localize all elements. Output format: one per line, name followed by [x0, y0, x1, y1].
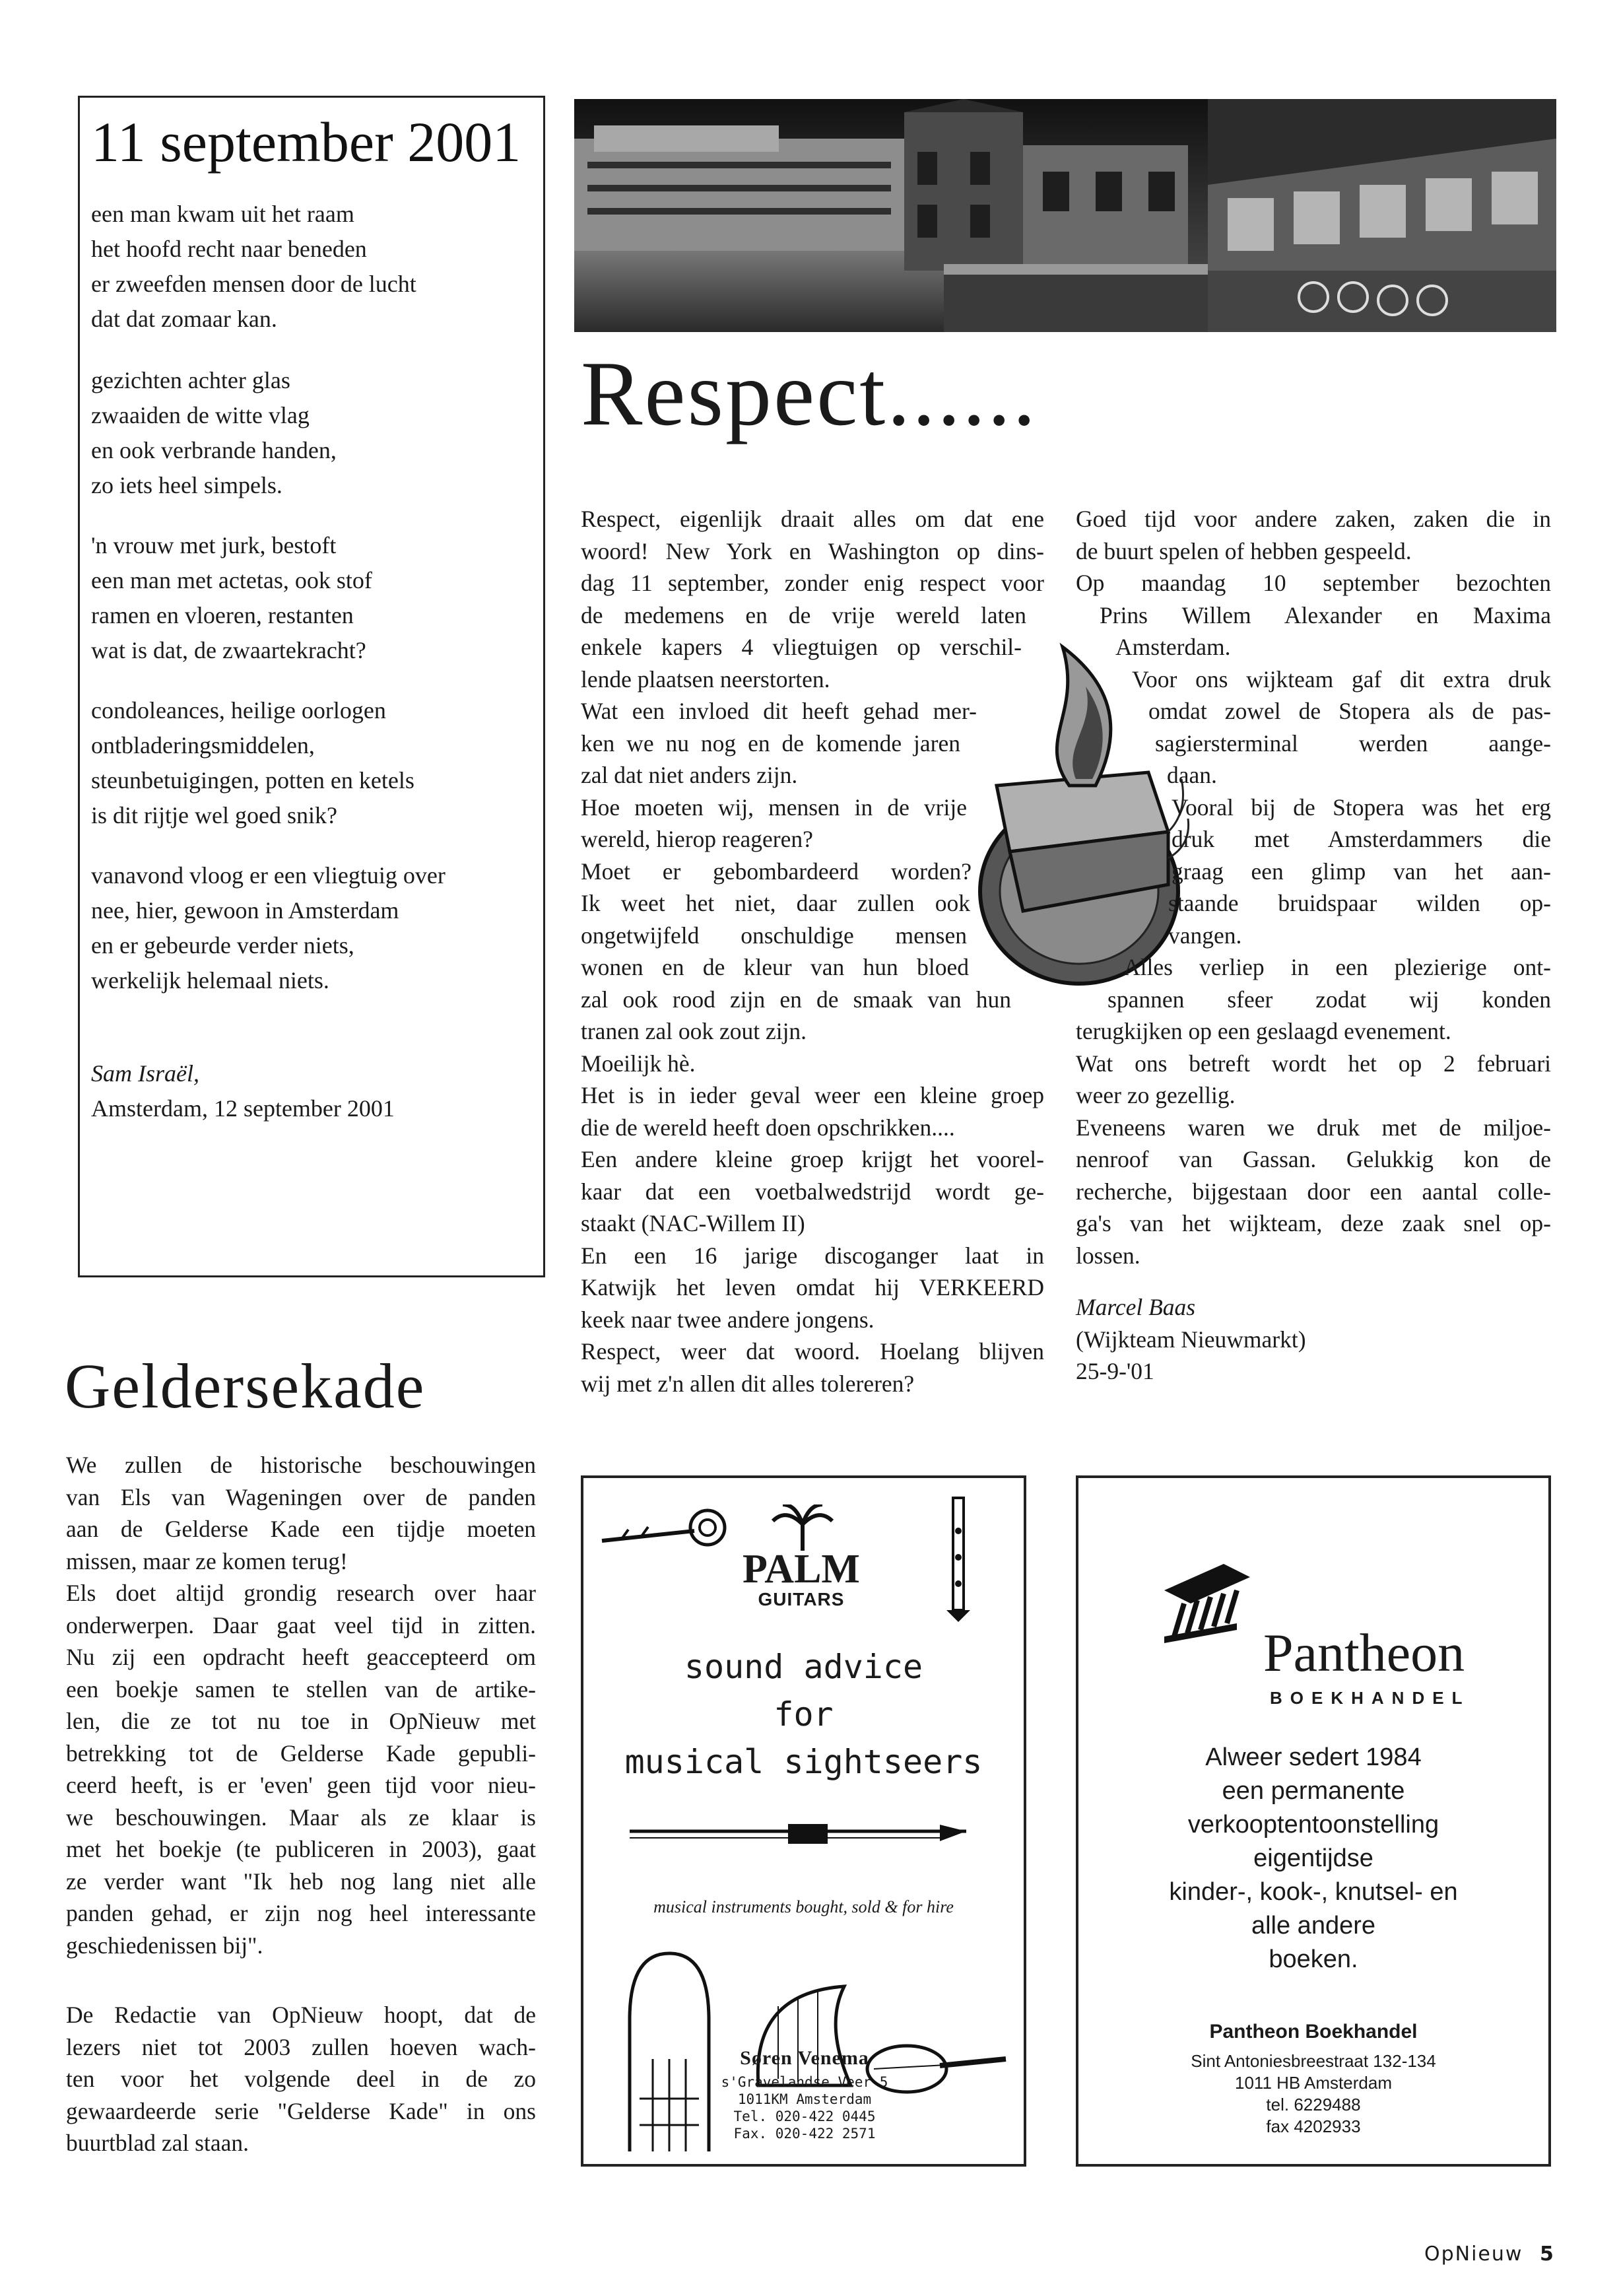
text-line: zal ook rood zijn en de smaak van hun — [581, 986, 1011, 1013]
address-line: 1011KM Amsterdam — [737, 2091, 872, 2107]
text-line: lossen. — [1076, 1242, 1140, 1269]
amsterdam-photo — [574, 99, 1556, 332]
poem-line: een man kwam uit het raam — [91, 201, 354, 227]
poem-stanza-3 — [91, 528, 372, 668]
geldersekade-paragraph-1 — [66, 1449, 536, 1961]
body-line: boeken. — [1269, 1945, 1358, 1973]
text-line: ceerd heeft, is er 'even' geen tijd voor nieu- — [66, 1772, 536, 1798]
text-line: weer zo gezellig. — [1076, 1082, 1236, 1108]
text-line: wonen en de kleur van hun bloed — [581, 954, 969, 980]
text-line: een boekje samen te stellen van de artike- — [66, 1675, 536, 1703]
text-line: wij met z'n allen dit alles tolereren? — [581, 1370, 915, 1397]
poem-title: 11 september 2001 — [91, 110, 521, 174]
text-line: nenroof van Gassan. Gelukkig kon de — [1076, 1146, 1551, 1172]
body-line: een permanente — [1222, 1777, 1405, 1805]
address-line: fax 4202933 — [1266, 2116, 1361, 2136]
poem-line: steunbetuigingen, potten en ketels — [91, 767, 414, 793]
text-line: betrekking tot de Gelderse Kade gepubli- — [66, 1739, 536, 1767]
palm-brand-sub: GUITARS — [758, 1589, 845, 1609]
text-line: lezers niet tot 2003 zullen hoeven wach- — [66, 2033, 536, 2060]
text-line: ga's van het wijkteam, deze zaak snel op- — [1076, 1210, 1551, 1236]
text-line: Eveneens waren we druk met de miljoe- — [1076, 1114, 1551, 1141]
slogan-line: sound advice — [684, 1648, 923, 1686]
text-line: missen, maar ze komen terug! — [66, 1547, 348, 1574]
poem-stanza-5 — [91, 858, 446, 998]
text-line: staande bruidspaar wilden op- — [1168, 890, 1551, 916]
text-line: Alles verliep in een plezierige ont- — [1123, 954, 1551, 980]
poem-stanza-1 — [91, 197, 416, 337]
text-line: ten voor het volgende deel in de zo — [66, 2066, 536, 2092]
text-line: len, die ze tot nu toe in OpNieuw met — [66, 1708, 536, 1734]
respect-date: 25-9-'01 — [1076, 1358, 1154, 1384]
text-line: staakt (NAC-Willem II) — [581, 1210, 805, 1236]
violin-bow-icon — [623, 1815, 979, 1854]
poem-stanza-2 — [91, 363, 337, 503]
text-line: sagiersterminal werden aange- — [1155, 729, 1551, 757]
poem-author: Sam Israël, — [91, 1060, 199, 1087]
pantheon-name: Pantheon — [1263, 1623, 1465, 1683]
body-line: Alweer sedert 1984 — [1205, 1743, 1422, 1771]
text-line: buurtblad zal staan. — [66, 2130, 249, 2156]
pantheon-shop: Pantheon Boekhandel — [1209, 2021, 1418, 2043]
text-line: terugkijken op een geslaagd evenement. — [1076, 1018, 1451, 1044]
palm-owner: Søren Venema — [740, 2047, 869, 2069]
poem-line: zwaaiden de witte vlag — [91, 402, 310, 428]
text-line: Een andere kleine groep krijgt het voorel- — [581, 1146, 1044, 1172]
poem-line: wat is dat, de zwaartekracht? — [91, 637, 366, 663]
respect-title: Respect...... — [581, 343, 1038, 445]
body-line: alle andere — [1251, 1912, 1376, 1940]
pantheon-body — [1078, 1741, 1548, 1976]
text-line: ze verder want "Ik heb nog lang niet alle — [66, 1868, 536, 1895]
text-line: Moet er gebombardeerd worden? — [581, 858, 972, 885]
geldersekade-paragraph-2 — [66, 1999, 536, 2159]
address-line: s'Gravelandse Veer 5 — [721, 2074, 888, 2090]
text-line: van Els van Wageningen over de panden — [66, 1483, 536, 1510]
pantheon-temple-icon — [1158, 1564, 1257, 1643]
text-line: Prins Willem Alexander en Maxima — [1100, 601, 1551, 628]
text-line: Respect, weer dat woord. Hoelang blijven — [581, 1338, 1044, 1365]
palm-brand: PALM — [743, 1547, 860, 1592]
poem-line: en ook verbrande handen, — [91, 437, 337, 463]
text-line: onderwerpen. Daar gaat veel tijd in zitten. — [66, 1611, 536, 1638]
text-line: Nu zij een opdracht heeft geaccepteerd om — [66, 1644, 536, 1670]
clarinet-icon — [933, 1491, 986, 1623]
poem-place-date: Amsterdam, 12 september 2001 — [91, 1095, 395, 1122]
page-footer — [1424, 2243, 1555, 2266]
poem-line: is dit rijtje wel goed snik? — [91, 802, 337, 828]
text-line: Goed tijd voor andere zaken, zaken die in — [1076, 506, 1551, 532]
poem-line: ontbladeringsmiddelen, — [91, 732, 315, 759]
palm-tagline: musical instruments bought, sold & for hire — [653, 1897, 954, 1916]
slogan-line: for — [774, 1695, 834, 1734]
palm-tree-icon — [770, 1504, 836, 1551]
text-line: geschiedenissen bij". — [66, 1932, 263, 1959]
respect-team: (Wijkteam Nieuwmarkt) — [1076, 1326, 1306, 1353]
palm-address — [715, 2074, 894, 2142]
text-line: met het boekje (te publiceren in 2003), gaat — [66, 1836, 536, 1862]
respect-author: Marcel Baas — [1076, 1294, 1196, 1320]
address-line: 1011 HB Amsterdam — [1235, 2073, 1392, 2093]
text-line: omdat zowel de Stopera als de pas- — [1148, 698, 1551, 724]
respect-column-2 — [1076, 503, 1551, 1388]
text-line: Wat ons betreft wordt het op 2 februari — [1076, 1050, 1551, 1077]
text-line: Wat een invloed dit heeft gehad mer- — [581, 698, 977, 724]
text-line: zal dat niet anders zijn. — [581, 762, 798, 788]
body-line: verkooptentoonstelling — [1187, 1811, 1439, 1839]
poem-line: ramen en vloeren, restanten — [91, 602, 354, 628]
text-line: Op maandag 10 september bezochten — [1076, 570, 1551, 596]
text-line: Els doet altijd grondig research over haar — [66, 1580, 536, 1606]
text-line: wereld, hierop reageren? — [581, 826, 813, 852]
text-line: enkele kapers 4 vliegtuigen op verschil- — [581, 634, 1022, 660]
text-line: Voor ons wijkteam gaf dit extra druk — [1132, 665, 1551, 692]
address-line: Sint Antoniesbreestraat 132-134 — [1191, 2051, 1436, 2071]
text-line: we beschouwingen. Maar als ze klaar is — [66, 1804, 536, 1831]
text-line: Vooral bij de Stopera was het erg — [1172, 793, 1551, 821]
text-line: recherche, bijgestaan door een aantal colle- — [1076, 1178, 1551, 1205]
body-line: kinder-, kook-, knutsel- en — [1169, 1878, 1458, 1906]
address-line: tel. 6229488 — [1266, 2095, 1361, 2114]
poem-line: werkelijk helemaal niets. — [91, 967, 329, 994]
text-line: die de wereld heeft doen opschrikken.... — [581, 1114, 955, 1141]
pantheon-address — [1078, 2050, 1548, 2138]
poem-line: een man met actetas, ook stof — [91, 567, 372, 593]
poem-line: dat dat zomaar kan. — [91, 306, 277, 332]
text-line: de buurt spelen of hebben gespeeld. — [1076, 537, 1412, 564]
address-line: Tel. 020-422 0445 — [733, 2109, 876, 2124]
poem-line: het hoofd recht naar beneden — [91, 236, 367, 262]
text-line: ongetwijfeld onschuldige mensen — [581, 922, 967, 949]
poem-line: gezichten achter glas — [91, 367, 290, 393]
poem-line: 'n vrouw met jurk, bestoft — [91, 532, 337, 558]
page-number: 5 — [1540, 2243, 1555, 2266]
text-line: woord! New York en Washington op dins- — [581, 537, 1044, 564]
poem-line: condoleances, heilige oorlogen — [91, 697, 386, 724]
text-line: Hoe moeten wij, mensen in de vrije — [581, 793, 967, 821]
text-line: panden gehad, er zijn nog heel interessante — [66, 1900, 536, 1926]
poem-line: vanavond vloog er een vliegtuig over — [91, 862, 446, 889]
text-line: druk met Amsterdammers die — [1172, 826, 1551, 852]
body-line: eigentijdse — [1253, 1844, 1373, 1872]
text-line: ken we nu nog en de komende jaren — [581, 729, 960, 757]
pantheon-ad — [1076, 1475, 1551, 2167]
text-line: dag 11 september, zonder enig respect voor — [581, 570, 1044, 596]
address-line: Fax. 020-422 2571 — [733, 2126, 876, 2142]
pantheon-sub: BOEKHANDEL — [1270, 1688, 1470, 1708]
magazine-name: OpNieuw — [1424, 2243, 1523, 2266]
poem-signature — [91, 1056, 395, 1126]
text-line: We zullen de historische beschouwingen — [66, 1452, 536, 1478]
text-line: tranen zal ook zout zijn. — [581, 1018, 807, 1044]
text-line: Respect, eigenlijk draait alles om dat ene — [581, 506, 1044, 532]
text-line: gewaardeerde serie "Gelderse Kade" in ons — [66, 2097, 536, 2124]
text-line: En een 16 jarige discoganger laat in — [581, 1242, 1044, 1269]
violin-scroll-icon — [595, 1504, 741, 1564]
poem-line: nee, hier, gewoon in Amsterdam — [91, 897, 399, 924]
poem-line: en er gebeurde verder niets, — [91, 932, 354, 959]
poem-stanza-4 — [91, 693, 414, 833]
text-line: De Redactie van OpNieuw hoopt, dat de — [66, 2002, 536, 2028]
text-line: de medemens en de vrije wereld laten — [581, 601, 1026, 628]
poem-line: zo iets heel simpels. — [91, 472, 282, 498]
text-line: Het is in ieder geval weer een kleine groep — [581, 1082, 1044, 1108]
text-line: daan. — [1167, 762, 1217, 788]
text-line: aan de Gelderse Kade een tijdje moeten — [66, 1516, 536, 1542]
text-line: keek naar twee andere jongens. — [581, 1306, 875, 1333]
slogan-line: musical sightseers — [624, 1743, 983, 1781]
geldersekade-title: Geldersekade — [65, 1351, 426, 1421]
text-line: kaar dat een voetbalwedstrijd wordt ge- — [581, 1178, 1044, 1205]
palm-slogan — [583, 1643, 1024, 1786]
text-line: vangen. — [1168, 922, 1242, 949]
text-line: graag een glimp van het aan- — [1172, 858, 1551, 885]
poem-line: er zweefden mensen door de lucht — [91, 271, 416, 297]
text-line: lende plaatsen neerstorten. — [581, 665, 830, 692]
palm-guitars-ad — [581, 1475, 1026, 2167]
text-line: spannen sfeer zodat wij konden — [1107, 986, 1551, 1013]
text-line: Katwijk het leven omdat hij VERKEERD — [581, 1274, 1044, 1300]
text-line: Ik weet het niet, daar zullen ook — [581, 890, 970, 916]
text-line: Moeilijk hè. — [581, 1050, 696, 1077]
text-line: Amsterdam. — [1115, 634, 1231, 660]
